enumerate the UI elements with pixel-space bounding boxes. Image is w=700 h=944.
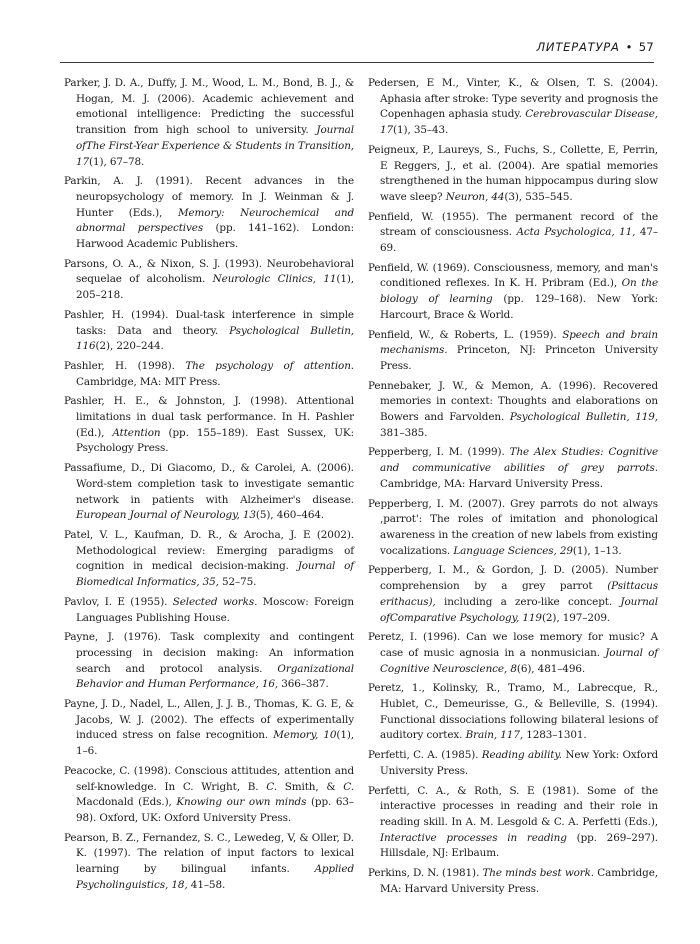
reference-entry bbox=[368, 630, 658, 677]
reference-italic-part: Brain, 117, bbox=[465, 729, 524, 742]
reference-entry bbox=[368, 748, 658, 779]
reference-italic-part: Interactive processes in reading bbox=[380, 831, 567, 844]
reference-text-part: New York: Oxford University Press. bbox=[380, 749, 658, 777]
reference-entry bbox=[64, 308, 354, 355]
reference-text-part: Pavlov, I. E (1955). bbox=[64, 595, 173, 608]
reference-entry bbox=[368, 784, 658, 863]
reference-entry bbox=[64, 697, 354, 760]
right-column bbox=[368, 76, 658, 901]
reference-text-part: 1283–1301. bbox=[523, 729, 587, 742]
reference-text-part: Parkin, A. J. (1991). Recent advances in the neuropsychology of memory. In J. Weinman & J. Hunter (Eds.), bbox=[64, 175, 354, 219]
reference-text-part: (1), 205–218. bbox=[76, 273, 354, 302]
reference-text-part: Cambridge, MA: Harvard University Press. bbox=[380, 867, 658, 895]
reference-text-part: Payne, J. (1976). Task complexity and contingent processing in decision making: An information search and protocol analysis. bbox=[64, 631, 354, 675]
reference-text-part: Macdonald (Eds.), bbox=[76, 796, 177, 809]
reference-text-part: Pashler, H. E., & Johnston, J. (1998). Attentional limitations in dual task performance. In H. Pashler (Ed.), bbox=[64, 395, 354, 439]
reference-italic-part: Acta Psychologica, 11, bbox=[516, 226, 636, 239]
page-number: 57 bbox=[638, 40, 654, 54]
reference-text-part: (2), 197–209. bbox=[541, 611, 611, 624]
reference-italic-part: Journal of Cognitive Neuroscience, 8 bbox=[380, 646, 658, 675]
header-separator: • bbox=[625, 40, 633, 54]
reference-text-part: Cambridge, MA: Harvard University Press. bbox=[380, 477, 603, 490]
reference-text-part: Pedersen, E M., Vinter, K., & Olsen, T. S. (2004). Aphasia after stroke: Type severity and prognosis the Copenhagen aphasia study. bbox=[368, 77, 658, 121]
reference-text-part: Pepperberg, I. M. (1999). bbox=[368, 446, 510, 459]
reference-text-part: Parker, J. D. A., Duffy, J. M., Wood, L. M., Bond, B. J., & Hogan, M. J. (2006). Academic achievement and emotional intelligence: Predicting the successful transition from high school to university. bbox=[64, 77, 354, 137]
reference-text-part: Parsons, O. A., & Nixon, S. J. (1993). Neurobehavioral sequelae of alcoholism. bbox=[64, 257, 354, 286]
reference-entry bbox=[368, 328, 658, 375]
reference-text-part: Pennebaker, J. W., & Memon, A. (1996). Recovered memories in context: Thoughts and elaborations on Bowers and Farvolden. bbox=[368, 379, 658, 424]
reference-italic-part: Neurologic Clinics, 11 bbox=[212, 273, 337, 286]
reference-text-part: Pashler, H. (1998). bbox=[64, 359, 186, 372]
reference-text-part: (1), 67–78. bbox=[89, 155, 145, 168]
reference-entry bbox=[368, 143, 658, 206]
reference-text-part: 41–58. bbox=[187, 878, 226, 891]
reference-entry bbox=[368, 681, 658, 744]
reference-text-part: Perfetti, C. A. (1985). bbox=[368, 749, 482, 762]
reference-entry bbox=[64, 528, 354, 591]
reference-italic-part: Selected works. bbox=[172, 595, 258, 608]
reference-text-part: (2), 220–244. bbox=[95, 340, 164, 353]
reference-italic-part: Attention bbox=[112, 426, 161, 439]
reference-entry bbox=[368, 76, 658, 139]
reference-italic-part: Journal ofComparative Psychology, 119 bbox=[380, 595, 658, 624]
reference-text-part: Cambridge, MA: MIT Press. bbox=[76, 375, 221, 388]
reference-entry bbox=[64, 359, 354, 390]
reference-italic-part: Psychological Bulletin, 116 bbox=[76, 324, 354, 353]
reference-text-part: Pepperberg, I. M. (2007). Grey parrots do not always ‚parrot': The roles of imitation and phonological awareness in the creation of new labels from existing vocalizations. bbox=[368, 497, 658, 557]
reference-text-part: Patel, V. L., Kaufman, D. R., & Arocha, J. E (2002). Methodological review: Emerging paradigms of cognition in medical decision-making. bbox=[64, 528, 354, 573]
reference-italic-part: Psychological Bulletin, 119, bbox=[509, 411, 658, 424]
reference-italic-part: Speech and brain mechanisms. bbox=[380, 328, 658, 357]
reference-entry bbox=[64, 174, 354, 253]
reference-italic-part: Neuron, 44 bbox=[445, 190, 505, 203]
reference-italic-part: Applied Psycholinguistics, 18, bbox=[76, 863, 354, 891]
reference-entry bbox=[368, 261, 658, 324]
reference-text-part: 47–69. bbox=[380, 226, 658, 255]
reference-text-part: (1), 1–6. bbox=[76, 729, 355, 758]
reference-italic-part: Language Sciences, 29 bbox=[453, 544, 573, 557]
reference-text-part: (1), 35–43. bbox=[393, 124, 449, 137]
reference-italic-part: The psychology of attention. bbox=[185, 359, 354, 372]
left-column bbox=[64, 76, 354, 897]
reference-italic-part: Memory, 10 bbox=[273, 729, 337, 742]
reference-entry bbox=[64, 764, 354, 827]
reference-entry bbox=[64, 630, 354, 693]
reference-text-part: (pp. 269–297). Hillsdale, NJ: Erlbaum. bbox=[380, 831, 658, 860]
reference-text-part: Pearson, B. Z., Fernandez, S. C., Lewedeg, V, & Oller, D. K. (1997). The relation of input factors to lexical learning by bilingual infants. bbox=[64, 831, 354, 876]
reference-text-part: including a zero-like concept. bbox=[435, 595, 621, 608]
reference-entry bbox=[368, 497, 658, 560]
reference-text-part: (pp. 129–168). New York: Harcourt, Brace & World. bbox=[380, 293, 659, 321]
reference-text-part: Peacocke, C. (1998). Conscious attitudes, attention and self-knowledge. In C. Wright, B. bbox=[64, 764, 354, 793]
reference-italic-part: C. bbox=[343, 780, 354, 793]
reference-entry bbox=[368, 210, 658, 257]
reference-text-part: Penfield, W. (1955). The permanent record of the stream of consciousness. bbox=[368, 210, 658, 239]
reference-text-part: Princeton, NJ: Princeton University Press. bbox=[380, 344, 658, 372]
reference-text-part: 381–385. bbox=[380, 426, 428, 439]
reference-text-part: Peretz, I. (1996). Can we lose memory for music? A case of music agnosia in a nonmusician. bbox=[368, 631, 658, 659]
reference-entry bbox=[368, 563, 658, 626]
reference-text-part: (3), 535–545. bbox=[504, 190, 573, 203]
reference-text-part: (5), 460–464. bbox=[255, 509, 325, 522]
reference-entry bbox=[368, 866, 658, 897]
reference-italic-part: Knowing our own minds bbox=[176, 796, 307, 809]
reference-text-part: (pp. 141–162). London: Harwood Academic Publishers. bbox=[76, 222, 355, 251]
reference-italic-part: Organizational Behavior and Human Performance, 16, bbox=[76, 662, 354, 691]
reference-text-part: Smith, & bbox=[276, 780, 344, 793]
reference-text-part: (1), 1–13. bbox=[572, 544, 622, 557]
reference-entry bbox=[64, 257, 354, 304]
reference-italic-part: European Journal of Neurology, 13 bbox=[76, 509, 256, 522]
reference-text-part: Peigneux, P., Laureys, S., Fuchs, S., Collette, E, Perrin, E Reggers, J., et al. (2004). Are spatial memories strengthened in the human hippocampus during slow wave sleep? bbox=[368, 143, 658, 203]
reference-italic-part: Reading ability. bbox=[481, 749, 562, 762]
reference-italic-part: Journal of Biomedical Informatics, 35, bbox=[76, 560, 354, 589]
reference-entry bbox=[368, 379, 658, 442]
reference-entry bbox=[64, 461, 354, 524]
reference-text-part: Penfield, W. (1969). Consciousness, memory, and man's conditioned reflexes. In K. H. Pribram (Ed.), bbox=[368, 261, 658, 290]
reference-entry bbox=[368, 445, 658, 492]
reference-text-part: Moscow: Foreign Languages Publishing House. bbox=[76, 595, 354, 624]
reference-text-part: Penfield, W., & Roberts, L. (1959). bbox=[368, 328, 563, 341]
reference-text-part: 366–387. bbox=[278, 678, 329, 691]
running-header bbox=[60, 40, 654, 56]
reference-text-part: Payne, J. D., Nadel, L., Allen, J. J. B., Thomas, K. G. E, & Jacobs, W. J. (2002). The effects of experimentally induced stress on false recognition. bbox=[64, 698, 354, 742]
section-title: ЛИТЕРАТУРА bbox=[536, 40, 620, 54]
reference-text-part: Passafiume, D., Di Giacomo, D., & Carolei, A. (2006). Word-stem completion task to investigate semantic network in patients with Alzheimer's disease. bbox=[64, 462, 354, 506]
reference-italic-part: Memory: Neurochemical and abnormal perspectives bbox=[76, 206, 354, 235]
reference-text-part: Perkins, D. N. (1981). bbox=[368, 867, 483, 880]
reference-entry bbox=[64, 76, 354, 170]
reference-text-part: Pepperberg, I. M., & Gordon, J. D. (2005). Number comprehension by a grey parrot bbox=[368, 564, 658, 593]
reference-entry bbox=[64, 831, 354, 894]
reference-text-part: (pp. 155–189). East Sussex, UK: Psychology Press. bbox=[76, 426, 354, 455]
reference-italic-part: (Psittacus erithacus), bbox=[380, 580, 658, 608]
reference-text-part: Pashler, H. (1994). Dual-task interference in simple tasks: Data and theory. bbox=[64, 308, 354, 337]
reference-text-part: (6), 481–496. bbox=[516, 662, 586, 675]
reference-italic-part: C. bbox=[266, 780, 277, 793]
reference-italic-part: The Alex Studies: Cognitive and communicative abilities of grey parrots. bbox=[380, 446, 658, 475]
reference-entry bbox=[64, 595, 354, 626]
reference-text-part: Perfetti, C. A., & Roth, S. E (1981). Some of the interactive processes in reading and their role in reading skill. In A. M. Lesgold & C. A. Perfetti (Eds.), bbox=[368, 784, 658, 828]
header-rule bbox=[60, 62, 654, 63]
reference-text-part: 52–75. bbox=[218, 576, 257, 589]
reference-italic-part: Journal ofThe First-Year Experience & Students in Transition, 17 bbox=[76, 124, 354, 168]
reference-italic-part: The minds best work. bbox=[482, 867, 595, 880]
reference-text-part: Peretz, 1., Kolinsky, R., Tramo, M., Labrecque, R., Hublet, C., Demeurisse, G., & Belleville, S. (1994). Functional dissociations following bilateral lesions of auditory cortex. bbox=[368, 682, 658, 742]
reference-text-part: (pp. 63–98). Oxford, UK: Oxford University Press. bbox=[76, 796, 354, 824]
reference-italic-part: On the biology of learning bbox=[380, 277, 658, 306]
reference-entry bbox=[64, 394, 354, 457]
reference-italic-part: Cerebrovascular Disease, 17 bbox=[380, 108, 658, 137]
